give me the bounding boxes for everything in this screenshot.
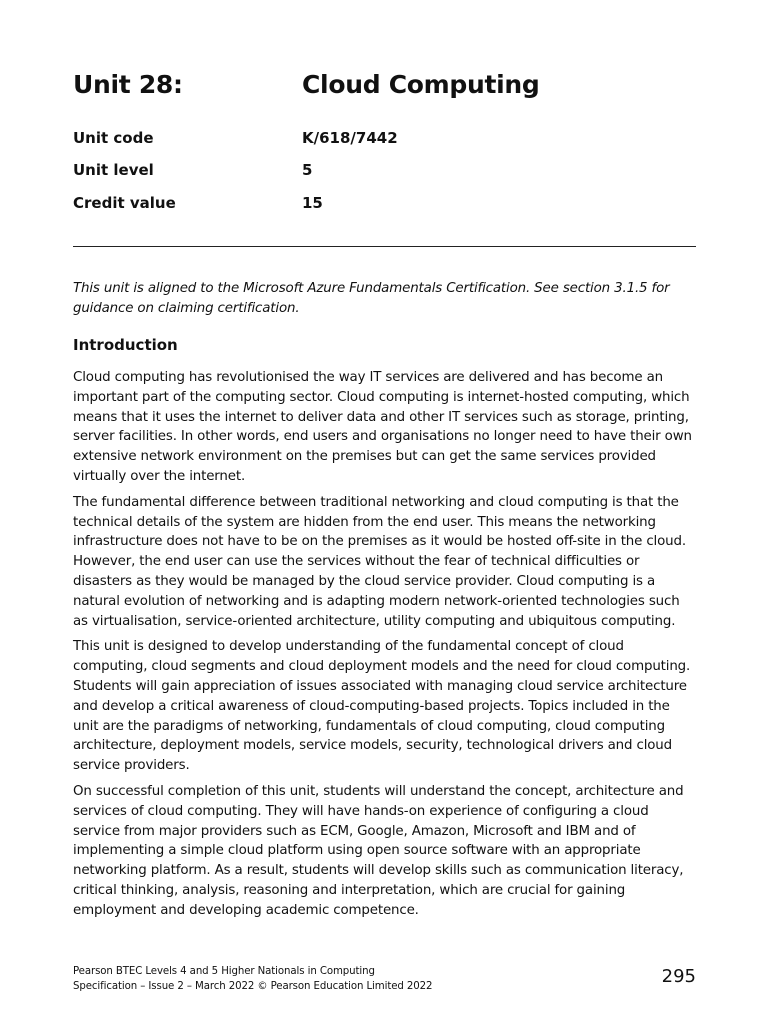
- meta-value: K/618/7442: [302, 129, 398, 147]
- unit-title: Cloud Computing: [302, 70, 540, 99]
- meta-row-unit-level: [73, 161, 696, 183]
- paragraph: On successful completion of this unit, students will understand the concept, architecture and services of cloud computing. They will have hands-on experience of configuring a cloud service from major providers such as ECM, Google, Amazon, Microsoft and IBM and of implementing a simple cloud platform using open source software with an appropriate networking platform. As a result, students will develop skills such as communication literacy, critical thinking, analysis, reasoning and interpretation, which are crucial for gaining employment and developing academic competence.: [73, 783, 684, 918]
- meta-row-credit-value: [73, 194, 696, 216]
- paragraph: The fundamental difference between traditional networking and cloud computing is that the technical details of the system are hidden from the end user. This means the networking infrastructure does not have to be on the premises as it would be hosted off-site in the cloud. However, the end user can use the services without the fear of technical difficulties or disasters as they would be managed by the cloud service provider. Cloud computing is a natural evolution of networking and is adapting modern network-oriented technologies such as virtualisation, service-oriented architecture, utility computing and ubiquitous computing.: [73, 494, 686, 629]
- certification-note: This unit is aligned to the Microsoft Azure Fundamentals Certification. See section 3.1.5 for guidance on claiming certification.: [73, 281, 670, 316]
- meta-label: Unit code: [73, 129, 154, 147]
- paragraph: Cloud computing has revolutionised the way IT services are delivered and has become an important part of the computing sector. Cloud computing is internet-hosted computing, which means that it uses the internet to deliver data and other IT services such as storage, printing, server facilities. In other words, end users and organisations no longer need to have their own extensive network environment on the premises but can get the same services provided virtually over the internet.: [73, 370, 692, 484]
- meta-value: 5: [302, 161, 313, 179]
- paragraph: This unit is designed to develop understanding of the fundamental concept of cloud computing, cloud segments and cloud deployment models and the need for cloud computing. Students will gain appreciation of issues associated with managing cloud service architecture and develop a critical awareness of cloud-computing-based projects. Topics included in the unit are the paradigms of networking, fundamentals of cloud computing, cloud computing architecture, deployment models, service models, security, technological drivers and cloud service providers.: [73, 639, 691, 774]
- unit-title-row: [73, 70, 696, 104]
- section-divider: [73, 246, 696, 247]
- page-footer: [73, 964, 696, 994]
- introduction-heading: Introduction: [73, 336, 178, 354]
- meta-label: Unit level: [73, 161, 154, 179]
- meta-value: 15: [302, 194, 323, 212]
- footer-line-2: Specification – Issue 2 – March 2022 © Pearson Education Limited 2022: [73, 981, 433, 992]
- meta-label: Credit value: [73, 194, 176, 212]
- introduction-body: [73, 368, 696, 927]
- unit-number: Unit 28:: [73, 70, 183, 99]
- footer-line-1: Pearson BTEC Levels 4 and 5 Higher Nationals in Computing: [73, 966, 375, 977]
- meta-row-unit-code: [73, 129, 696, 151]
- page-number: 295: [661, 966, 696, 987]
